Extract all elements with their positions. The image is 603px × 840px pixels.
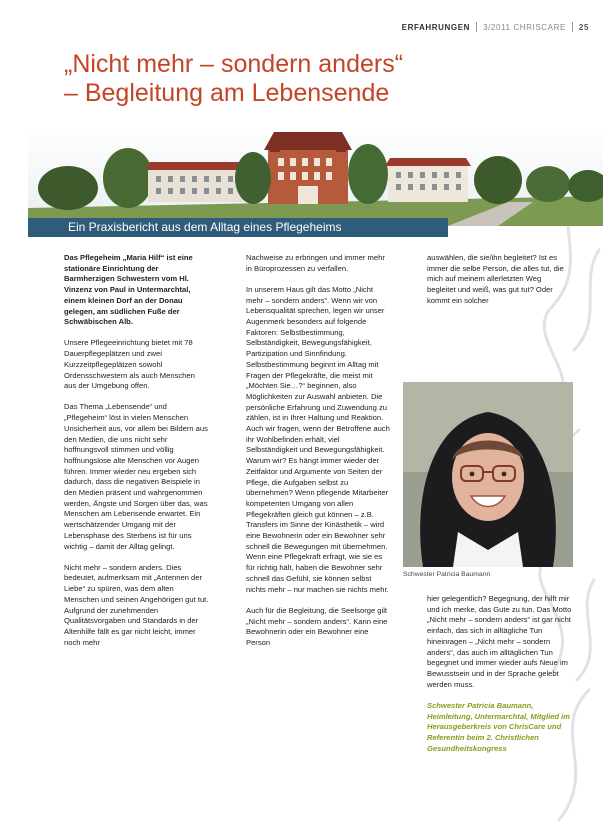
- body-paragraph: Das Thema „Lebensende“ und „Pflegeheim“ löst in vielen Menschen Unsicherheit aus, vor allem bei Bildern aus den Medien, die uns nicht sehr hoffnungsvoll stimmen und völlig hoffnungslose alte Menschen vor Augen führen. Immer wieder neu ergeben sich dadurch, dass die negativen Beispiele in den Medien präsent und wahrgenommen werden, Ängste und Sorgen über das, was Menschen am Lebensende erwartet. Ein wertschätzender Umgang mit der Lebensphase des Sterbens ist für uns wichtig – damit der Alltag gelingt.: [64, 402, 208, 551]
- body-paragraph: Nachweise zu erbringen und immer mehr in Büroprozessen zu verfallen.: [246, 253, 385, 273]
- nursing-home-photo: [28, 126, 603, 226]
- portrait-caption: Schwester Patricia Baumann: [403, 571, 491, 578]
- text-column-3-top: [427, 253, 572, 317]
- running-header: [402, 20, 589, 34]
- lead-paragraph: Das Pflegeheim „Maria Hilf“ ist eine stationäre Einrichtung der Barmherzigen Schwestern vom Hl. Vinzenz von Paul in Untermarchtal, einem kleinen Dorf an der Donau gelegen, am südlichen Fuße der Schwäbischen Alb.: [64, 253, 193, 327]
- page-number: 25: [578, 22, 589, 32]
- subtitle-bar: Ein Praxisbericht aus dem Alltag eines Pflegeheims: [28, 218, 448, 237]
- author-portrait: [403, 382, 573, 567]
- body-paragraph: Auch für die Begleitung, die Seelsorge gilt „Nicht mehr – sondern anders“. Kann eine Bewohnerin oder ein Bewohner eine Person: [246, 605, 388, 647]
- body-paragraph: In unserem Haus gilt das Motto „Nicht mehr – sondern anders“. Wenn wir von Lebensqualität sprechen, legen wir unser Augenmerk besonders auf folgende Faktoren: Selbstbestimmung, Selbständigkeit, Bewegungsfähigkeit, Partizipation und Sinnfindung. Selbstbestimmung beginnt im Alltag mit Fragen der Pflegekräfte, die meist mit „Möchten Sie…?“ beginnen, also Möglichkeiten zur Auswahl anbieten. Die persönliche Erfahrung und Zuwendung zu zählen, ist in Ihrer Haltung und Reaktion. Auch wir fragen, wenn der Betroffene auch ihr Wohlbefinden erhält, viel Selbständigkeit und Bewegungsfähigkeit. Warum wir? Es hängt immer wieder der Zeitfaktor und Argumente von Seiten der Pflege, die Aufgaben selbst zu übernehmen? Wenn pflegende Mitarbeiter kompetenten Umgang von allen Pflegekräften gleich gut können – z.B. Transfers im Sinne der Kinästhetik – wird eine Bewohnerin oder ein Bewohner sehr schnell die Bewegungen mit übernehmen. Wenn eine Pflegekraft erfragt, wie sie es für richtig hält, haben die Bewohner sehr schnell das Gefühl, sie können selbst nichts mehr – nur machen sie nichts mehr.: [246, 284, 390, 594]
- header-divider: [476, 22, 477, 32]
- header-divider: [572, 22, 573, 32]
- text-column-2: [246, 253, 391, 659]
- title-line-2: – Begleitung am Lebensende: [64, 79, 390, 107]
- article-title: [64, 50, 403, 108]
- header-section: ERFAHRUNGEN: [401, 22, 471, 32]
- text-column-1: [64, 253, 209, 659]
- title-line-1: „Nicht mehr – sondern anders“: [64, 50, 404, 78]
- body-paragraph: auswählen, die sie/ihn begleitet? Ist es immer die selbe Person, die alles tut, die mich auf meinem allerletzten Weg begleitet und weiß, was gut tut? Oder kommt ein solcher: [427, 253, 564, 305]
- body-paragraph: hier gelegentlich? Begegnung, der hilft mir und ich merke, das Gute zu tun. Das Motto „Nicht mehr – sondern anders“ ist gar nicht einfach, das sich in alltägliche Tun hineinragen – „Nicht mehr – sondern anders“, das auch im alltäglichen Tun begegnet und immer wieder aufs Neue im Bewusstsein und in der Sprache gelebt werden muss.: [427, 594, 572, 689]
- text-column-3-bottom: [427, 594, 572, 765]
- body-paragraph: Nicht mehr – sondern anders. Dies bedeutet, aufmerksam mit „Antennen der Liebe“ zu spüren, was dem alten Menschen und seinen Angehörigen gut tut. Aufgrund der zunehmenden Qualitätsvorgaben und Standards in der Altenhilfe fällt es gar nicht leicht, immer noch mehr: [64, 562, 209, 647]
- author-signature: Schwester Patricia Baumann, Heimleitung, Untermarchtal, Mitglied im Herausgeberkreis von ChrisCare und Referentin beim 2. Christlichen Gesundheitskongress: [427, 700, 571, 753]
- header-issue: 3/2011 CHRISCARE: [483, 22, 566, 32]
- body-paragraph: Unsere Pflegeeinrichtung bietet mit 78 Dauerpflegeplätzen und zwei Kurzzeitpflegeplätzen sowohl Ordensschwestern als auch Menschen aus der Umgebung offen.: [64, 338, 195, 391]
